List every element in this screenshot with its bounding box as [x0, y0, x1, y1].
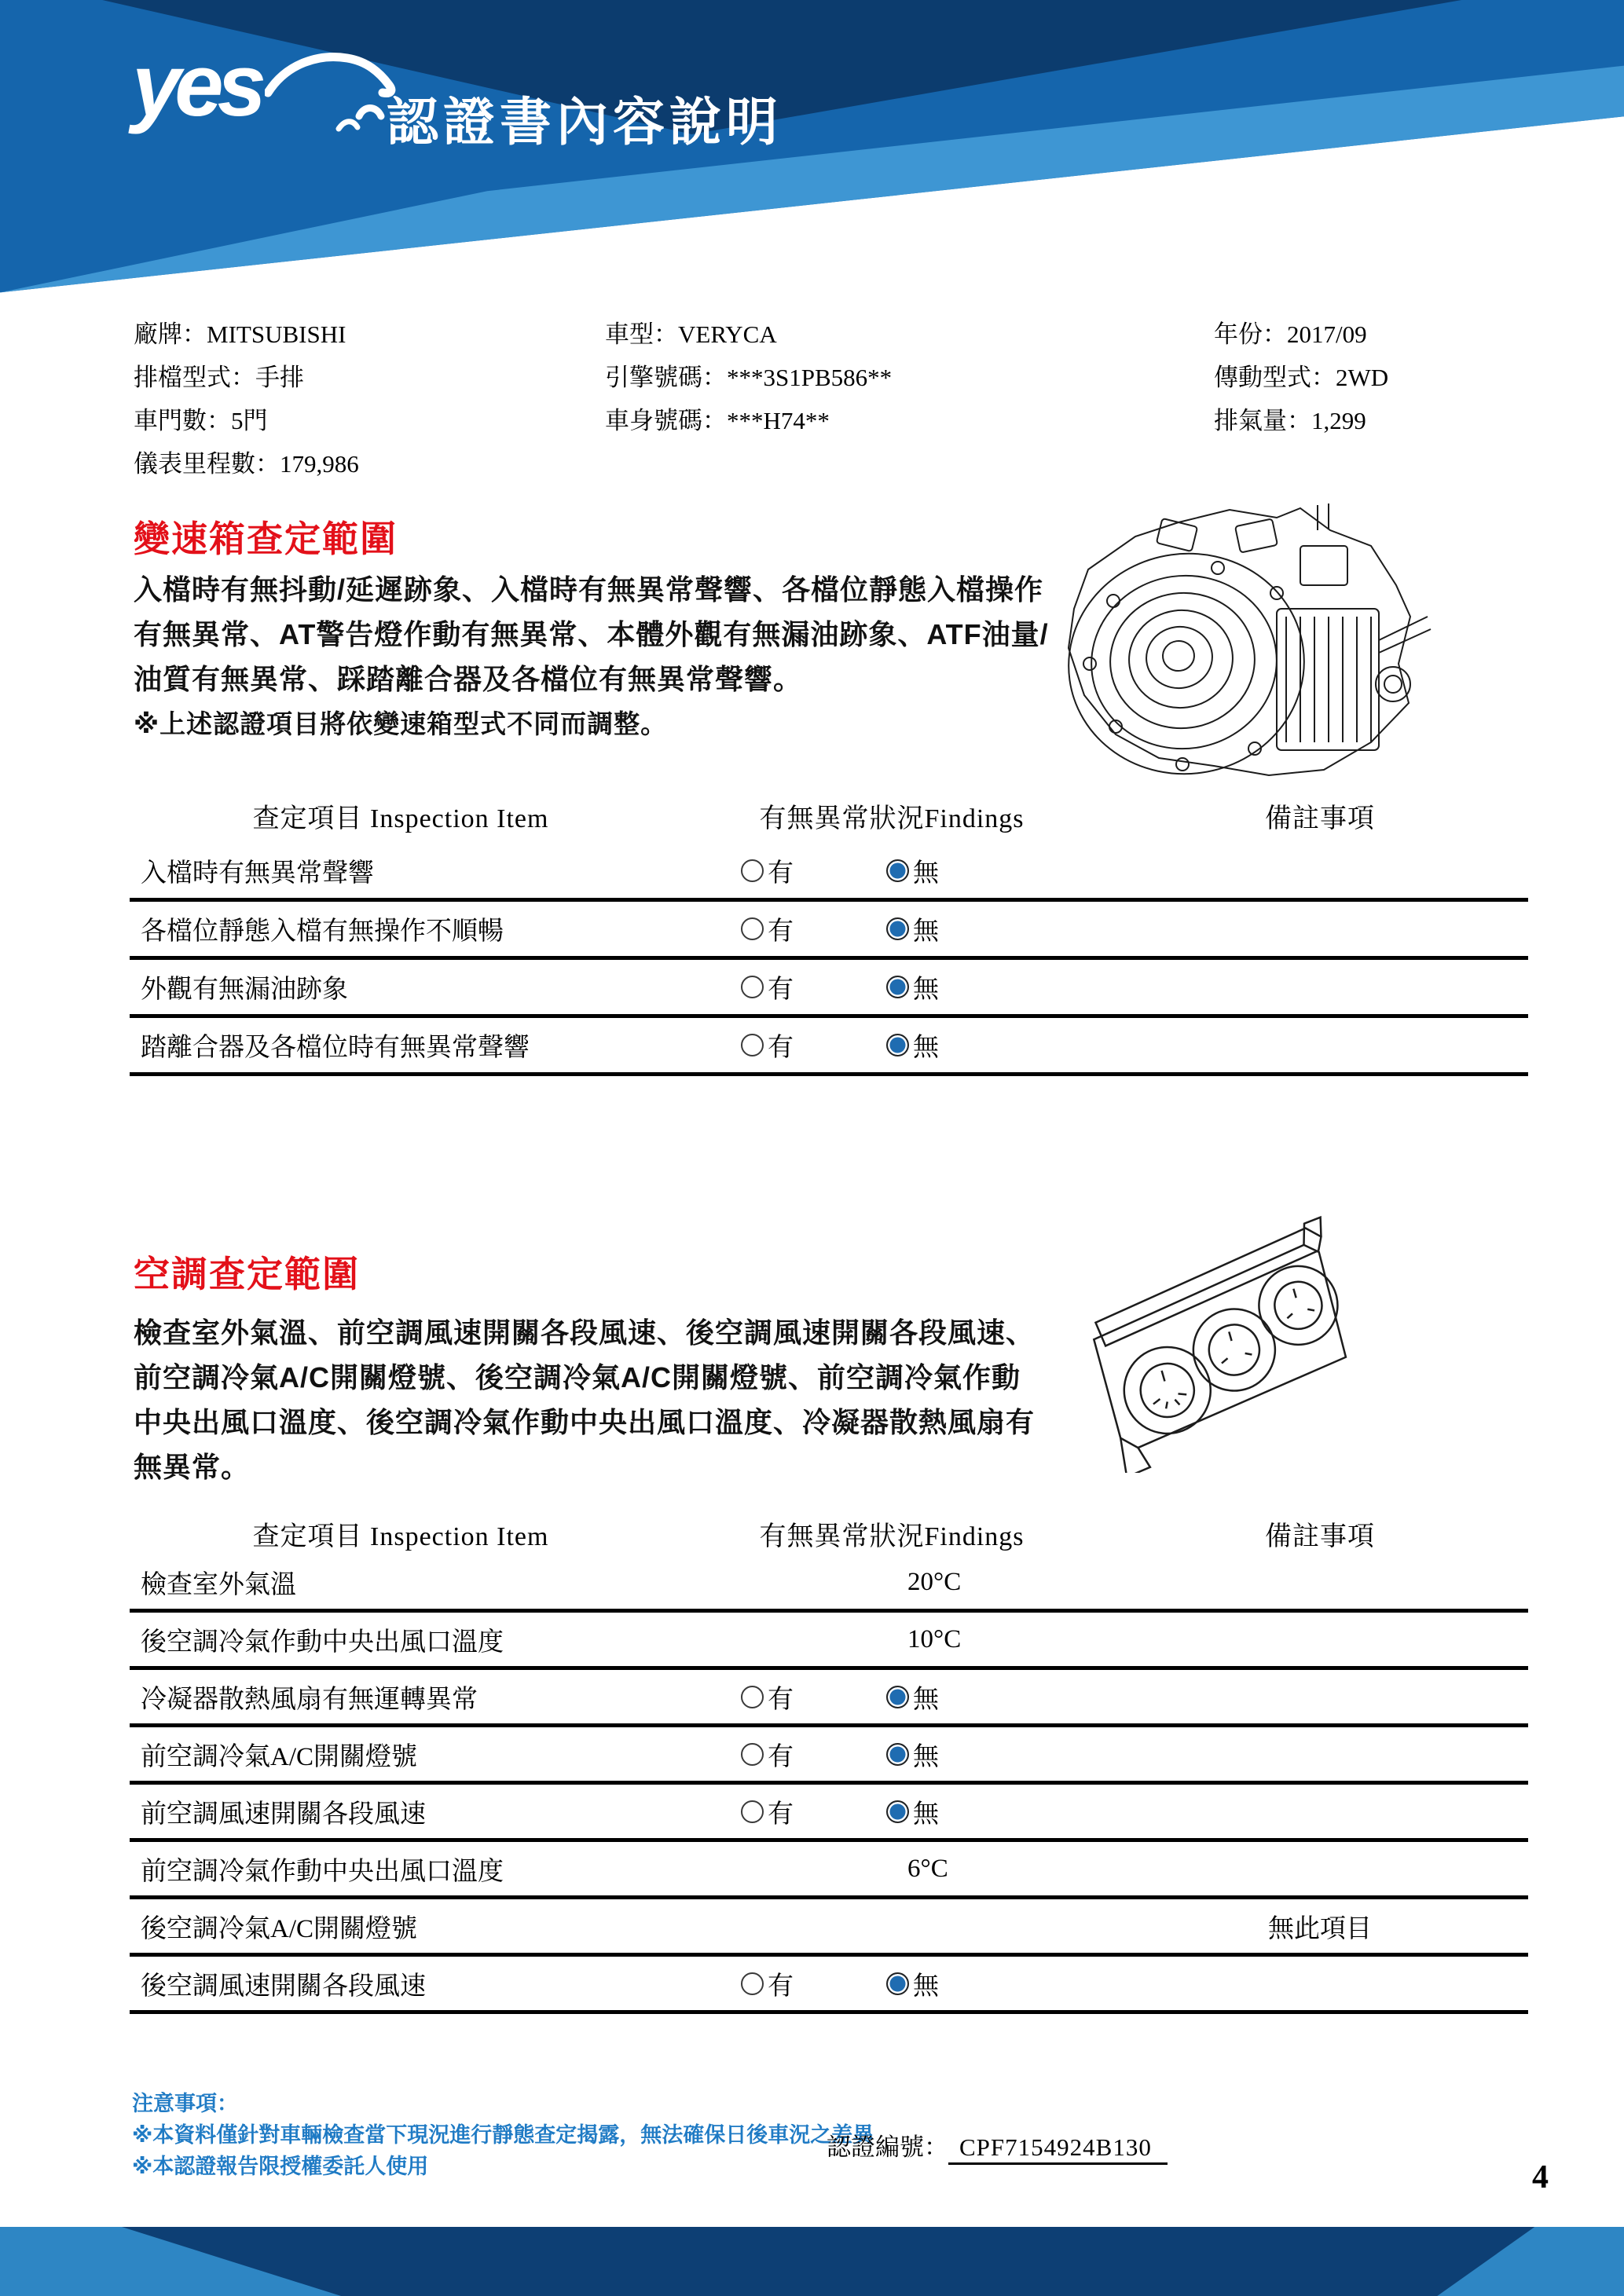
- findings-cell: [672, 969, 1112, 1005]
- findings-cell: [672, 1679, 1112, 1716]
- footer-notes: [132, 2088, 874, 2182]
- radio-label: 有: [768, 859, 794, 888]
- vehicle-info-column: [134, 313, 359, 485]
- finding-option: [741, 910, 794, 947]
- table-row: [130, 960, 1528, 1018]
- radio-no-anomaly[interactable]: [886, 917, 909, 940]
- yes-logo: [132, 36, 402, 145]
- vehicle-info-field: 傳動型式：2WD: [1214, 364, 1389, 391]
- radio-no-anomaly[interactable]: [886, 859, 909, 882]
- radio-label: 無: [913, 976, 939, 1004]
- yes-logo-text: yes: [132, 36, 260, 134]
- finding-option: [741, 969, 794, 1005]
- vehicle-info-column: [605, 313, 892, 442]
- section-description-line: 油質有無異常、踩踏離合器及各檔位有無異常聲響。: [134, 663, 803, 695]
- car-silhouette-icon: [265, 47, 402, 145]
- radio-label: 有: [768, 1742, 794, 1771]
- certification-number-value: CPF7154924B130: [948, 2133, 1168, 2165]
- table-header-row: [130, 1511, 1528, 1555]
- table-row: [130, 1613, 1528, 1670]
- inspection-item-label: 踏離合器及各檔位時有無異常聲響: [141, 1034, 530, 1062]
- findings-cell: [672, 1736, 1112, 1773]
- table-row: [130, 844, 1528, 902]
- finding-option: [741, 1679, 794, 1716]
- vehicle-info-field: 儀表里程數：179,986: [134, 450, 359, 478]
- inspection-item-label: 外觀有無漏油跡象: [141, 976, 348, 1004]
- radio-has-anomaly[interactable]: [741, 917, 764, 940]
- remark-cell: [1112, 1908, 1528, 1945]
- inspection-item-label: 後空調冷氣作動中央出風口溫度: [141, 1628, 504, 1657]
- section-description-line: 有無異常、AT警告燈作動有無異常、本體外觀有無漏油跡象、ATF油量/: [134, 618, 1049, 650]
- radio-no-anomaly[interactable]: [886, 1743, 909, 1766]
- radio-label: 無: [913, 1685, 939, 1714]
- section-description-line: 前空調冷氣A/C開關燈號、後空調冷氣A/C開關燈號、前空調冷氣作動: [134, 1361, 1021, 1393]
- finding-option: [886, 1679, 939, 1716]
- finding-value: 20°C: [907, 1567, 962, 1596]
- radio-label: 無: [913, 917, 939, 946]
- vehicle-info-field: 車型：VERYCA: [605, 320, 777, 348]
- radio-has-anomaly[interactable]: [741, 1800, 764, 1823]
- radio-label: 無: [913, 859, 939, 888]
- radio-label: 無: [913, 1742, 939, 1771]
- table-header-cell: 備註事項: [1265, 804, 1375, 833]
- findings-cell: [672, 910, 1112, 947]
- findings-cell: [672, 1568, 1112, 1597]
- ac-panel-illustration: [1078, 1210, 1369, 1477]
- inspection-item-label: 前空調風速開關各段風速: [141, 1800, 426, 1829]
- radio-no-anomaly[interactable]: [886, 1686, 909, 1708]
- page-number: 4: [1532, 2159, 1549, 2195]
- radio-no-anomaly[interactable]: [886, 1800, 909, 1823]
- table-header-cell: 有無異常狀況Findings: [759, 804, 1025, 833]
- findings-cell: [672, 852, 1112, 889]
- table-row: [130, 1555, 1528, 1613]
- footer-band: [0, 2227, 1624, 2296]
- table-row: [130, 1842, 1528, 1899]
- ac-inspection-table: [130, 1511, 1528, 2014]
- finding-option: [741, 1736, 794, 1773]
- note-line: ※本資料僅針對車輛檢查當下現況進行靜態查定揭露，無法確保日後車況之差異: [132, 2123, 874, 2147]
- inspection-item-label: 冷凝器散熱風扇有無運轉異常: [141, 1685, 478, 1714]
- findings-cell: [672, 1793, 1112, 1830]
- radio-label: 有: [768, 1685, 794, 1714]
- remark-text: 無此項目: [1268, 1914, 1372, 1943]
- inspection-item-label: 前空調冷氣A/C開關燈號: [141, 1742, 418, 1771]
- inspection-item-label: 前空調冷氣作動中央出風口溫度: [141, 1857, 504, 1886]
- vehicle-info-field: 車身號碼：***H74**: [605, 407, 830, 434]
- radio-label: 有: [768, 1800, 794, 1829]
- radio-has-anomaly[interactable]: [741, 1972, 764, 1995]
- finding-option: [741, 1793, 794, 1830]
- finding-option: [886, 910, 939, 947]
- table-row: [130, 1899, 1528, 1957]
- findings-cell: [672, 1855, 1112, 1884]
- table-row: [130, 902, 1528, 960]
- inspection-item-label: 各檔位靜態入檔有無操作不順暢: [141, 917, 504, 946]
- table-header-cell: 備註事項: [1265, 1522, 1375, 1551]
- radio-has-anomaly[interactable]: [741, 1686, 764, 1708]
- radio-has-anomaly[interactable]: [741, 976, 764, 998]
- finding-option: [741, 1965, 794, 2002]
- radio-has-anomaly[interactable]: [741, 1743, 764, 1766]
- transmission-illustration: [1041, 499, 1442, 789]
- radio-label: 有: [768, 976, 794, 1004]
- radio-label: 無: [913, 1034, 939, 1062]
- finding-option: [741, 852, 794, 889]
- table-header-cell: 有無異常狀況Findings: [759, 1522, 1025, 1551]
- radio-label: 無: [913, 1800, 939, 1829]
- inspection-item-label: 後空調風速開關各段風速: [141, 1972, 426, 2001]
- findings-cell: [672, 1027, 1112, 1064]
- radio-label: 有: [768, 917, 794, 946]
- vehicle-info-column: [1214, 313, 1388, 442]
- page-title: 認證書內容說明: [387, 93, 783, 151]
- ac-section-description: [134, 1310, 1035, 1489]
- note-line: ※本認證報告限授權委託人使用: [132, 2155, 429, 2178]
- table-row: [130, 1018, 1528, 1076]
- table-header-cell: 查定項目 Inspection Item: [252, 804, 549, 833]
- vehicle-info-field: 排氣量：1,299: [1214, 407, 1366, 434]
- table-row: [130, 1785, 1528, 1842]
- section-description-line: 檢查室外氣溫、前空調風速開關各段風速、後空調風速開關各段風速、: [134, 1316, 1036, 1349]
- finding-option: [886, 969, 939, 1005]
- table-row: [130, 1670, 1528, 1727]
- finding-option: [886, 1736, 939, 1773]
- header-band: [0, 0, 1624, 298]
- section-description-line: 無異常。: [134, 1451, 251, 1483]
- findings-cell: [672, 1965, 1112, 2002]
- finding-option: [886, 852, 939, 889]
- notes-title: 注意事項：: [132, 2092, 238, 2115]
- vehicle-info-field: 車門數：5門: [134, 407, 268, 434]
- radio-no-anomaly[interactable]: [886, 976, 909, 998]
- finding-option: [741, 1027, 794, 1064]
- transmission-inspection-table: [130, 787, 1528, 1076]
- table-row: [130, 1727, 1528, 1785]
- ac-section-title: 空調查定範圍: [134, 1254, 360, 1294]
- findings-cell: [672, 1625, 1112, 1654]
- radio-no-anomaly[interactable]: [886, 1972, 909, 1995]
- table-row: [130, 1957, 1528, 2014]
- radio-label: 有: [768, 1972, 794, 2001]
- finding-value: 6°C: [907, 1854, 948, 1883]
- certification-number: [827, 2127, 1168, 2162]
- transmission-section-title: 變速箱查定範圍: [134, 518, 398, 559]
- section-description-line: 入檔時有無抖動/延遲跡象、入檔時有無異常聲響、各檔位靜態入檔操作: [134, 573, 1044, 606]
- radio-has-anomaly[interactable]: [741, 859, 764, 882]
- transmission-section-description: [134, 567, 1049, 746]
- table-header-cell: 查定項目 Inspection Item: [252, 1522, 549, 1551]
- section-description-line: 中央出風口溫度、後空調冷氣作動中央出風口溫度、冷凝器散熱風扇有: [134, 1406, 1036, 1438]
- finding-option: [886, 1965, 939, 2002]
- vehicle-info-field: 引擎號碼：***3S1PB586**: [605, 364, 893, 391]
- vehicle-info-field: 排檔型式：手排: [134, 364, 304, 391]
- radio-label: 無: [913, 1972, 939, 2001]
- vehicle-info-field: 年份：2017/09: [1214, 320, 1367, 348]
- radio-no-anomaly[interactable]: [886, 1034, 909, 1056]
- inspection-item-label: 後空調冷氣A/C開關燈號: [141, 1914, 418, 1943]
- finding-option: [886, 1793, 939, 1830]
- inspection-item-label: 檢查室外氣溫: [141, 1570, 296, 1599]
- vehicle-info-field: 廠牌：MITSUBISHI: [134, 320, 346, 348]
- finding-value: 10°C: [907, 1624, 962, 1653]
- radio-label: 有: [768, 1034, 794, 1062]
- section-description-line: ※上述認證項目將依變速箱型式不同而調整。: [134, 709, 668, 738]
- finding-option: [886, 1027, 939, 1064]
- certification-number-label: 認證編號：: [827, 2133, 948, 2161]
- radio-has-anomaly[interactable]: [741, 1034, 764, 1056]
- inspection-item-label: 入檔時有無異常聲響: [141, 859, 374, 888]
- table-header-row: [130, 787, 1528, 844]
